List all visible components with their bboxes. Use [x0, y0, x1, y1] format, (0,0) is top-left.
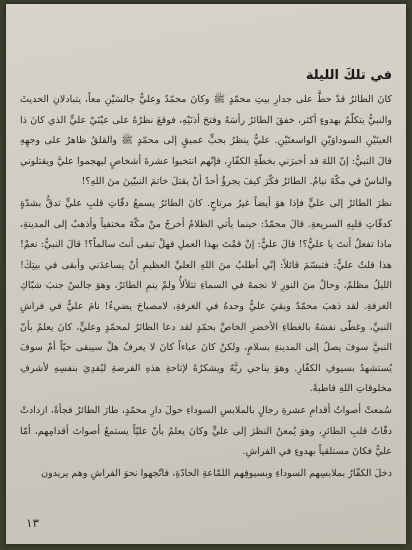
- paragraph: سُمعتْ أصواتُ أقدامِ عشرةِ رجالٍ بالملابسِ السوداءِ حولَ دارِ محمّدٍ، طارَ الطائرُ فجأةً، ازدادتْ دقّاتُ قلبِ الطائرِ، وهوَ يُمعنُ النظرَ إلى عليٍّ وكانَ يعلمُ بأنّ عليّاً يستمعُ أصواتَ أقدامِهم، أمّا عليٌّ فكانَ مستلقياً بهدوءٍ في الفراشِ.: [20, 404, 392, 458]
- paragraph: نظرَ الطائرُ إلى عليٍّ فإذا هوَ أيضاً غيرُ مرتاحٍ. كانَ الطائرُ يسمعُ دقّاتِ قلبِ عليٍّ تدقُّ بشدّةٍ كدقّاتِ قلبِهِ السريعةِ. قالَ محمّدٌ: حينما يأتي الظلامُ أخرجُ منْ مكّةَ مختفياً وأذهبُ إلى المدينةِ، ماذا تفعلُ أنتَ يا عليُّ؟! قالَ عليٌّ: إنْ قمْتَ بهذا العملِ فهلْ تبقى أنتَ سالماً؟! قالَ النبيُّ: نعمْ! هذا قلتُ عليٌّ: فتبسّمَ قائلاً: إنّي أطلبُ منَ اللهِ العليِّ العظيمِ أنْ يساعدَني وأبقى في بيتِكَ! الليلُ مظلمٌ، وحالٌ منَ النورِ لا نجمةَ في السماءِ تتلألأُ ولمْ ينمِ الطائرُ، وهوَ جالسٌ جنبَ شبّاكِ الغرفةِ. لقد ذهبَ محمّدٌ وبقيَ عليٌّ وحدهُ في الغرفةِ، لامصباحَ يضيءُ! نامَ عليٌّ في فراشِ النبيِّ، وغطّى نفسَهُ بالغطاءِ الأخضرِ الخاصِّ بحمّدٍ لقد دعا الطائرُ لمحمّدٍ وعليٍّ، كانَ يعلمُ بأنّ النبيَّ سوفَ يصلُ إلى المدينةِ بسلامٍ، ولكنْ كانَ عباءاً كانَ لا يعرفُ هلْ سيبقى حيّاً أمْ سوفَ يُستشهدُ بسيوفِ الكفّارِ. وهوَ يناجي ربَّهُ ويشكرُهُ لإتاحةِ هذهِ الفرصةِ ليُفدِيَ بنفسِهِ لأشرفِ مخلوقاتِ اللهِ قاطبةً.: [20, 197, 392, 395]
- chapter-heading: في تلكَ الليلة: [305, 68, 392, 83]
- book-page: [6, 4, 406, 544]
- page-number: ١٣: [26, 516, 39, 530]
- paragraph: كانَ الطائرُ قدْ حطَّ على جدارِ بيتِ محمّدٍ ﷺ وكانَ محمّدٌ وعليٌّ جالسَيْنِ معاً، يتبادلانِ الحديثَ والنبيُّ يتكلّمُ بهدوءٍ أكثر، خفقَ الطائرُ رأسَهُ وفتحَ أذنَيْهِ، فوقعَ نظرُهُ على عيْنَيْ عليٍّ الذي كانَ ذا العينَيْنِ السوداوَيْنِ الواسعتَيْنِ. عليٌّ ينظرُ بحبٍّ عميقٍ إلى محمّدٍ ﷺ والقلقُ ظاهرٌ على وجهِهِ قالَ النبيُّ: إنّ اللهَ قد أخبرَني بخطّةِ الكفّارِ، فإنّهم انتخبوا عشرةَ أشخاصٍ ليهجموا عليَّ ويقتلوني والناسُ في مكّةَ نيامٌ. الطائرُ فكّرَ كيفَ يجرؤُ أحدٌ أنْ يقتلَ خاتمَ النبيّينَ منَ اللهِ؟!: [20, 94, 392, 188]
- paragraph: دخلَ الكفّارُ بملابسِهم السوداءِ وبسيوفِهم اللمّاعةِ الحادّةِ، فاتّجهوا نحوَ الفراشِ وهم يريدون: [41, 467, 392, 479]
- page-content: [20, 66, 392, 484]
